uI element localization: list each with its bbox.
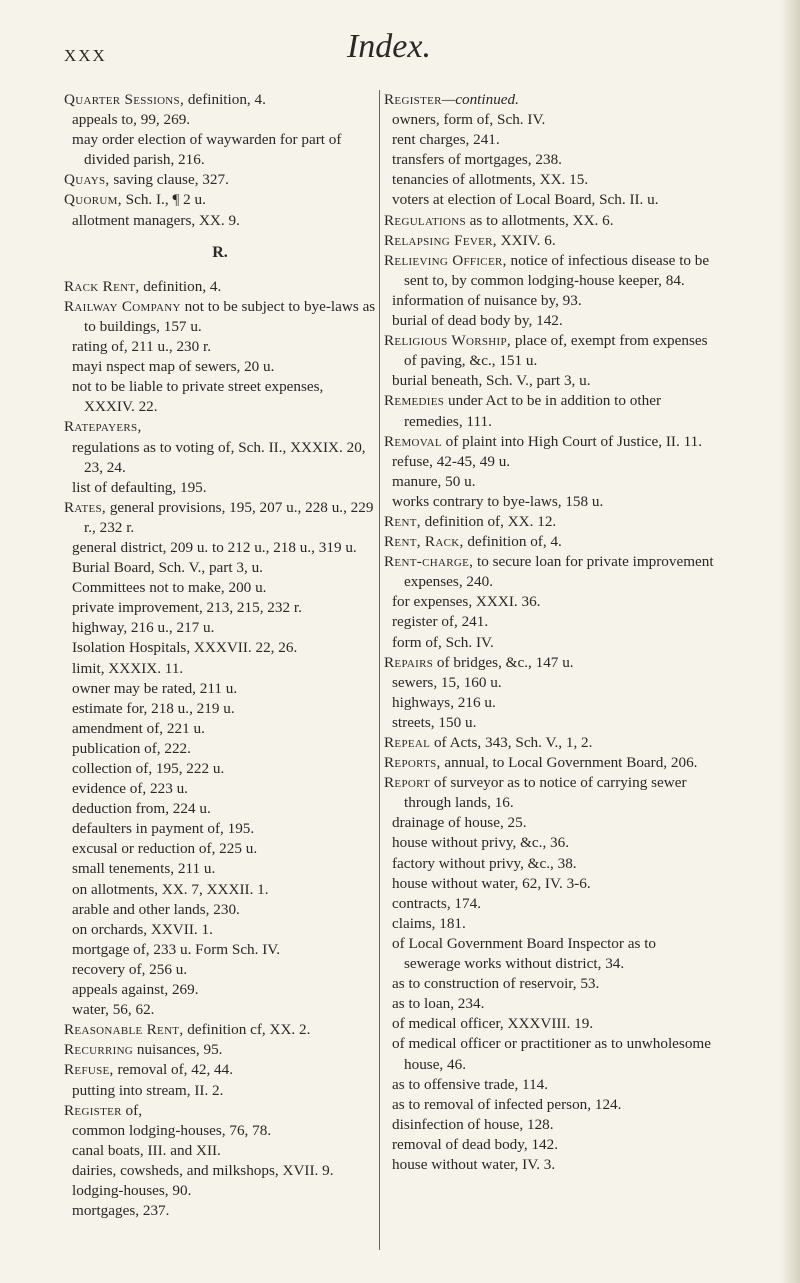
entry-text: nuisances, 95. (133, 1041, 223, 1059)
entry-text: of surveyor as to notice of carrying sewer through lands, 16. (404, 774, 687, 812)
index-subentry: refuse, 42-45, 49 u. (392, 452, 511, 470)
index-subentry: form of, Sch. IV. (392, 633, 494, 651)
index-subentry: mortgage of, 233 u. Form Sch. IV. (72, 940, 281, 958)
entry-heading: Repeal (384, 734, 431, 751)
index-subentry: putting into stream, II. 2. (72, 1081, 224, 1099)
index-subentry: house without water, 62, IV. 3-6. (392, 874, 591, 892)
index-entry (384, 391, 714, 431)
entry-text: of Acts, 343, Sch. V., 1, 2. (430, 734, 593, 751)
index-subentry: voters at election of Local Board, Sch. II. u. (392, 191, 659, 209)
index-entry (64, 1020, 376, 1040)
index-subentry: list of defaulting, 195. (72, 478, 207, 496)
entry-heading: Reasonable Rent, (64, 1021, 184, 1039)
entry-text: not to be subject to bye-laws as to buildings, 157 u. (84, 297, 376, 335)
entry-text: as to allotments, XX. 6. (465, 211, 614, 229)
entry-heading: Rent-charge, (384, 553, 474, 571)
index-subentry: Isolation Hospitals, XXXVII. 22, 26. (72, 639, 298, 657)
index-subentry: owners, form of, Sch. IV. (392, 111, 546, 129)
index-subentry: canal boats, III. and XII. (72, 1141, 221, 1159)
entry-text: definition of, 4. (463, 533, 562, 551)
entry-heading: Religious Worship, (384, 332, 512, 350)
entry-text: definition of, XX. 12. (420, 512, 557, 530)
index-entry (64, 170, 376, 190)
index-subentry: register of, 241. (392, 613, 489, 631)
entry-text: definition, 4. (184, 91, 266, 108)
index-subentry: factory without privy, &c., 38. (392, 854, 577, 872)
entry-heading: Removal (384, 432, 442, 450)
index-column-left (64, 90, 376, 1221)
entry-heading: Ratepayers, (64, 418, 142, 436)
index-subentry: small tenements, 211 u. (72, 860, 216, 878)
entry-text: under Act to be in addition to other remedies, 111. (404, 392, 662, 430)
index-subentry: limit, XXXIX. 11. (72, 659, 184, 677)
index-entry (384, 552, 714, 592)
entry-text: of plaint into High Court of Justice, II. 11. (441, 432, 702, 450)
index-subentry: appeals against, 269. (72, 981, 199, 999)
entry-heading: Register (64, 1101, 122, 1119)
index-subentry: may order election of waywarden for part of divided parish, 216. (72, 131, 342, 169)
index-subentry: streets, 150 u. (392, 713, 477, 731)
entry-heading: Quays, (64, 171, 110, 189)
index-entry (384, 532, 714, 552)
index-subentry: Burial Board, Sch. V., part 3, u. (72, 559, 263, 577)
index-subentry: of medical officer or practitioner as to unwholesome house, 46. (392, 1035, 711, 1073)
entry-text: to secure loan for private improvement expenses, 240. (404, 553, 714, 591)
entry-text: saving clause, 327. (109, 171, 229, 189)
index-subentry: as to construction of reservoir, 53. (392, 975, 600, 993)
section-letter: R. (212, 243, 228, 261)
index-subentry: as to removal of infected person, 124. (392, 1095, 622, 1113)
index-subentry: publication of, 222. (72, 739, 191, 757)
index-subentry: for expenses, XXXI. 36. (392, 593, 541, 611)
index-entry (64, 498, 376, 538)
index-subentry: highways, 216 u. (392, 693, 496, 711)
index-subentry: disinfection of house, 128. (392, 1115, 554, 1133)
index-subentry: owner may be rated, 211 u. (72, 679, 238, 697)
entry-heading: Report (384, 774, 431, 792)
index-subentry: regulations as to voting of, Sch. II., XXXIX. 20, 23, 24. (72, 438, 366, 476)
entry-text: removal of, 42, 44. (113, 1061, 234, 1079)
entry-text: XXIV. 6. (496, 231, 556, 249)
entry-heading: Relieving Officer, (384, 251, 507, 269)
entry-heading: Rates, (64, 498, 107, 516)
entry-text: definition cf, XX. 2. (183, 1021, 311, 1039)
index-subentry: defaulters in payment of, 195. (72, 820, 255, 838)
entry-heading: Relapsing Fever, (384, 231, 497, 249)
index-subentry: on orchards, XXVII. 1. (72, 920, 213, 938)
index-subentry: not to be liable to private street expenses, XXXIV. 22. (72, 378, 324, 416)
entry-text: place of, exempt from expenses of paving, &c., 151 u. (404, 332, 708, 370)
entry-heading: Reports, (384, 754, 441, 772)
index-subentry: lodging-houses, 90. (72, 1181, 192, 1199)
index-entry (64, 1040, 376, 1060)
index-subentry: recovery of, 256 u. (72, 960, 188, 978)
index-subentry: private improvement, 213, 215, 232 r. (72, 599, 302, 617)
index-subentry: as to loan, 234. (392, 995, 485, 1013)
index-entry (384, 733, 714, 753)
index-entry (64, 90, 376, 110)
index-subentry: transfers of mortgages, 238. (392, 151, 562, 169)
index-subentry: excusal or reduction of, 225 u. (72, 840, 258, 858)
index-subentry: collection of, 195, 222 u. (72, 760, 225, 777)
running-title: Index. (346, 28, 431, 65)
index-entry (384, 331, 714, 371)
index-subentry: burial of dead body by, 142. (392, 312, 563, 330)
entry-heading: Quorum, (64, 191, 122, 209)
index-subentry: water, 56, 62. (72, 1001, 155, 1019)
index-subentry: manure, 50 u. (392, 472, 476, 490)
entry-heading: Quarter Sessions, (64, 91, 185, 108)
entry-heading: Remedies (384, 392, 445, 410)
index-subentry: burial beneath, Sch. V., part 3, u. (392, 372, 591, 390)
entry-heading: Rent, Rack, (384, 533, 464, 551)
index-subentry: rating of, 211 u., 230 r. (72, 338, 212, 356)
index-entry (384, 90, 714, 110)
index-entry (384, 653, 714, 673)
entry-text: notice of infectious disease to be sent to, by common lodging-house keeper, 84. (404, 251, 710, 289)
entry-heading: Recurring (64, 1041, 134, 1059)
entry-heading: Rent, (384, 512, 421, 530)
index-column-right (384, 90, 714, 1175)
index-subentry: highway, 216 u., 217 u. (72, 619, 215, 637)
column-divider (379, 90, 380, 1250)
index-entry (384, 753, 714, 773)
entry-text: definition, 4. (139, 277, 222, 295)
index-subentry: common lodging-houses, 76, 78. (72, 1121, 272, 1139)
index-subentry: of Local Government Board Inspector as to sewerage works without district, 34. (392, 934, 657, 973)
page-folio: XXX (64, 46, 107, 65)
index-subentry: rent charges, 241. (392, 131, 500, 149)
index-entry (384, 432, 714, 452)
index-entry (384, 231, 714, 251)
index-entry (64, 297, 376, 337)
entry-text: —continued. (441, 91, 519, 108)
entry-heading: Repairs (384, 653, 434, 671)
index-subentry: of medical officer, XXXVIII. 19. (392, 1015, 594, 1033)
index-entry (64, 1060, 376, 1080)
index-subentry: mortgages, 237. (72, 1202, 170, 1220)
index-subentry: mayi nspect map of sewers, 20 u. (72, 358, 275, 376)
index-subentry: arable and other lands, 230. (72, 900, 240, 918)
entry-text: of, (121, 1101, 142, 1119)
index-entry (64, 417, 376, 437)
index-entry (384, 512, 714, 532)
entry-text: general provisions, 195, 207 u., 228 u., 229 r., 232 r. (84, 498, 374, 536)
index-subentry: works contrary to bye-laws, 158 u. (392, 492, 604, 510)
entry-text: Sch. I., ¶ 2 u. (121, 191, 206, 209)
index-subentry: on allotments, XX. 7, XXXII. 1. (72, 880, 269, 898)
index-subentry: house without privy, &c., 36. (392, 834, 570, 852)
index-subentry: house without water, IV. 3. (392, 1155, 556, 1173)
entry-text: annual, to Local Government Board, 206. (440, 754, 698, 772)
entry-heading: Refuse, (64, 1061, 114, 1079)
index-subentry: claims, 181. (392, 914, 466, 932)
entry-heading: Register (384, 91, 442, 108)
page-header (64, 18, 714, 65)
entry-heading: Regulations (384, 211, 466, 229)
entry-heading: Rack Rent, (64, 277, 140, 295)
entry-heading: Railway Company (64, 297, 181, 315)
index-entry (384, 211, 714, 231)
index-entry (384, 251, 714, 291)
index-entry (64, 277, 376, 297)
index-subentry: removal of dead body, 142. (392, 1135, 559, 1153)
index-subentry: appeals to, 99, 269. (72, 111, 191, 129)
index-entry (64, 190, 376, 210)
index-subentry: information of nuisance by, 93. (392, 291, 582, 309)
index-subentry: as to offensive trade, 114. (392, 1075, 549, 1093)
page-edge (780, 0, 800, 1283)
index-subentry: estimate for, 218 u., 219 u. (72, 699, 235, 717)
index-subentry: Committees not to make, 200 u. (72, 579, 267, 597)
index-subentry: tenancies of allotments, XX. 15. (392, 171, 589, 189)
index-entry (64, 1101, 376, 1121)
index-subentry: contracts, 174. (392, 894, 481, 912)
index-subentry: deduction from, 224 u. (72, 800, 211, 818)
index-subentry: sewers, 15, 160 u. (392, 673, 502, 691)
index-subentry: drainage of house, 25. (392, 814, 527, 832)
index-subentry: allotment managers, XX. 9. (72, 211, 240, 229)
index-entry (384, 773, 714, 813)
index-subentry: dairies, cowsheds, and milkshops, XVII. 9. (72, 1161, 334, 1179)
index-subentry: evidence of, 223 u. (72, 780, 188, 798)
index-subentry: general district, 209 u. to 212 u., 218 u., 319 u. (72, 538, 357, 556)
index-subentry: amendment of, 221 u. (72, 719, 205, 737)
entry-text: of bridges, &c., 147 u. (433, 653, 574, 671)
